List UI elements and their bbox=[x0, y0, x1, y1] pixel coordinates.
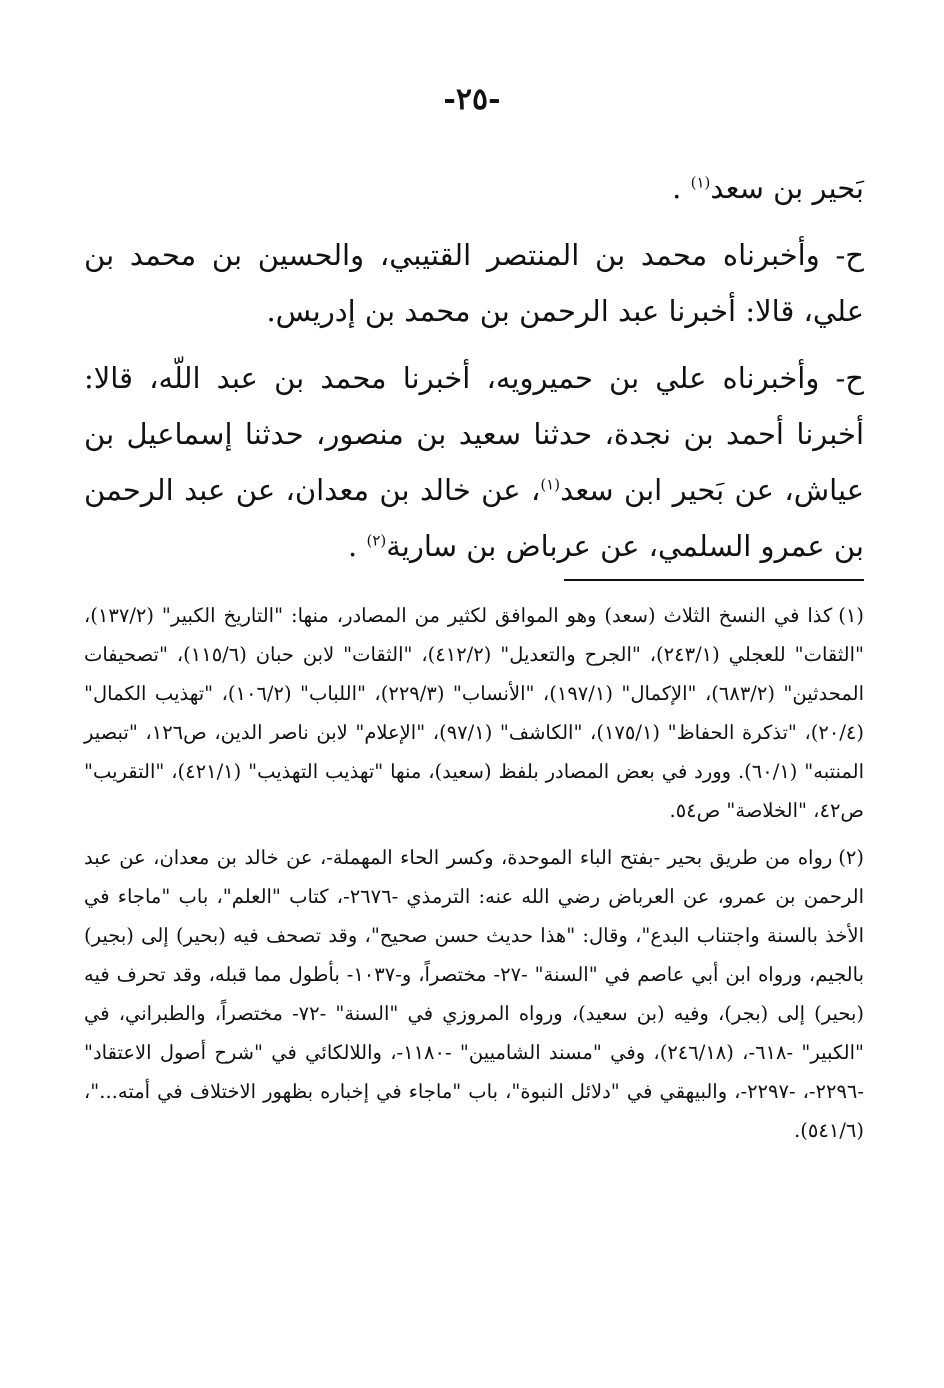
paragraph-3-text-a: ح- وأخبرناه علي بن حميرويه، أخبرنا محمد بن عبد اللّه، قالا: أخبرنا أحمد بن نجدة، حدثنا سعيد بن منصور، حدثنا إسماعيل بن عياش، عن بَحير ابن سعد bbox=[84, 361, 864, 507]
footnote-2-text: رواه من طريق بحير -بفتح الباء الموحدة، وكسر الحاء المهملة-، عن خالد بن معدان، عن عبد الرحمن بن عمرو، عن العرباض رضي الله عنه: الترمذي -٢٦٧٦-، كتاب "العلم"، باب "ماجاء في الأخذ بالسنة واجتناب البدع"، وقال: "هذا حديث حسن صحيح"، وقد تصحف فيه (بحير) إلى (بجير) بالجيم، ورواه ابن أبي عاصم في "السنة" -٢٧- مختصراً، و-١٠٣٧- بأطول مما قبله، وقد تحرف فيه (بحير) إلى (بجر)، وفيه (بن سعيد)، ورواه المروزي في "السنة" -٧٢- مختصراً، والطبراني، في "الكبير" -٦١٨-، (٢٤٦/١٨)، وفي "مسند الشاميين" -١١٨٠-، واللالكائي في "شرح أصول الاعتقاد" -٢٢٩٦-، -٢٢٩٧-، والبيهقي في "دلائل النبوة"، باب "ماجاء في إخباره بظهور الاختلاف في أمته..."، (٥٤١/٦). bbox=[84, 846, 864, 1142]
footnote-ref-1b[interactable]: (١) bbox=[540, 475, 561, 494]
main-text bbox=[84, 160, 864, 585]
paragraph-3-end: . bbox=[348, 529, 367, 563]
footnote-ref-2[interactable]: (٢) bbox=[366, 531, 387, 550]
paragraph-3 bbox=[84, 350, 864, 574]
footnote-ref-1[interactable]: (١) bbox=[690, 173, 711, 192]
footnote-separator bbox=[564, 579, 864, 581]
footnote-2-number: (٢) bbox=[838, 846, 864, 869]
paragraph-1 bbox=[84, 160, 864, 216]
footnote-1-number: (١) bbox=[838, 604, 864, 627]
footnote-2 bbox=[84, 838, 864, 1150]
paragraph-1-end: . bbox=[672, 171, 691, 205]
footnotes bbox=[84, 596, 864, 1158]
paragraph-3-text-b: ، عن خالد بن معدان، عن عبد الرحمن بن عمرو السلمي، عن عرباض بن سارية bbox=[84, 473, 864, 563]
paragraph-2: ح- وأخبرناه محمد بن المنتصر القتيبي، والحسين بن محمد بن علي، قالا: أخبرنا عبد الرحمن بن محمد بن إدريس. bbox=[84, 238, 864, 328]
footnote-1-text: كذا في النسخ الثلاث (سعد) وهو الموافق لكثير من المصادر، منها: "التاريخ الكبير" (١٣٧/٢)، "الثقات" للعجلي (٢٤٣/١)، "الجرح والتعديل" (٤١٢/٢)، "الثقات" لابن حبان (١١٥/٦)، "تصحيفات المحدثين" (٦٨٣/٢)، "الإكمال" (١٩٧/١)، "الأنساب" (٢٢٩/٣)، "اللباب" (١٠٦/٢)، "تهذيب الكمال" (٢٠/٤)، "تذكرة الحفاظ" (١٧٥/١)، "الكاشف" (٩٧/١)، "الإعلام" لابن ناصر الدين، ص١٢٦، "تبصير المنتبه" (٦٠/١). وورد في بعض المصادر بلفظ (سعيد)، منها "تهذيب التهذيب" (٤٢١/١)، "التقريب" ص٤٢، "الخلاصة" ص٥٤. bbox=[84, 604, 865, 822]
page-number: -٢٥- bbox=[443, 82, 501, 117]
footnote-1 bbox=[84, 596, 864, 830]
paragraph-1-text: بَحير بن سعد bbox=[710, 171, 864, 205]
